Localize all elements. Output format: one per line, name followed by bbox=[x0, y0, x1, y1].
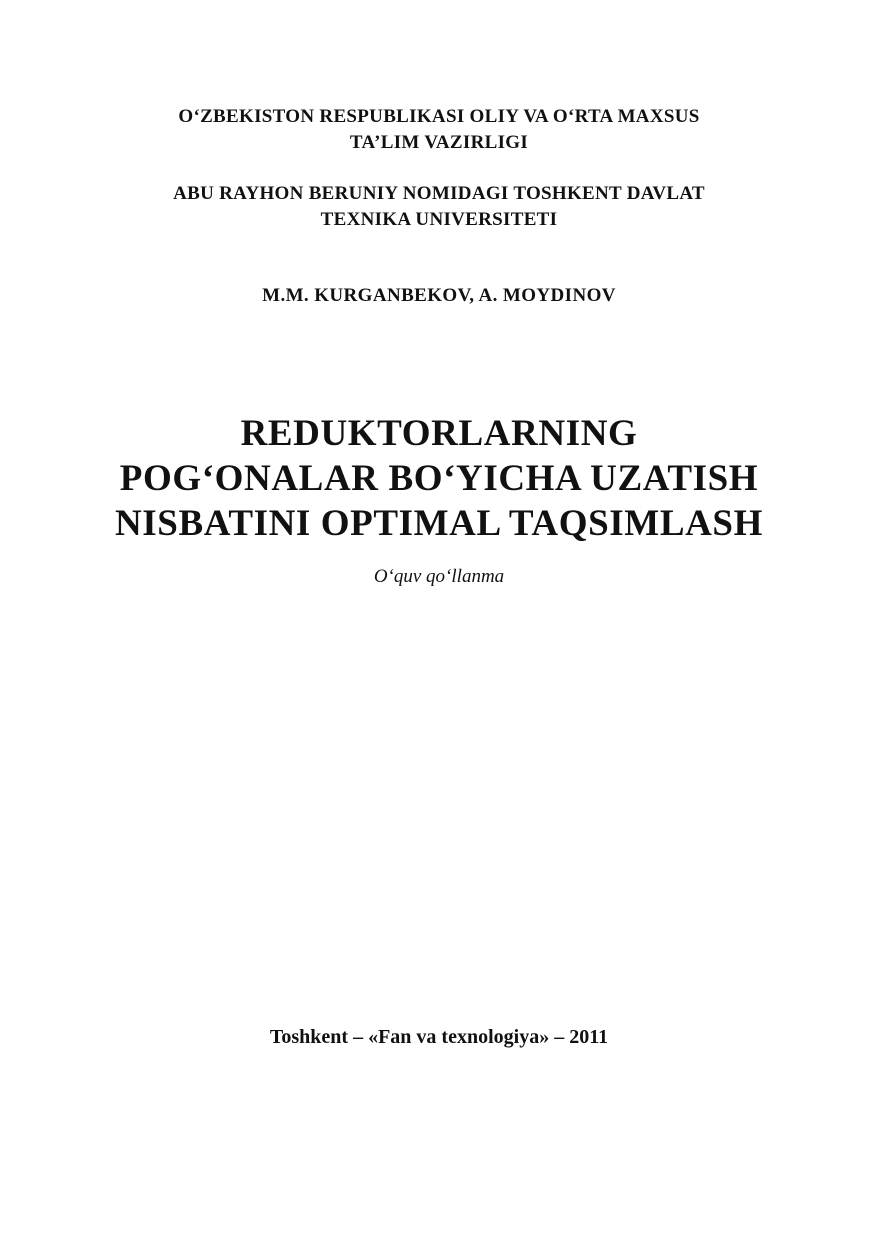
ministry-line-1: O‘ZBEKISTON RESPUBLIKASI OLIY VA O‘RTA MAXSUS bbox=[178, 106, 700, 127]
publisher-imprint: Toshkent – «Fan va texnologiya» – 2011 bbox=[269, 1026, 609, 1048]
book-title-line-1: REDUKTORLARNING bbox=[240, 413, 638, 454]
university-line-1: ABU RAYHON BERUNIY NOMIDAGI TOSHKENT DAVLAT bbox=[173, 183, 705, 204]
book-title-line-3: NISBATINI OPTIMAL TAQSIMLASH bbox=[114, 503, 763, 544]
ministry-line-2: TA’LIM VAZIRLIGI bbox=[349, 132, 529, 153]
authors: M.M. KURGANBEKOV, A. MOYDINOV bbox=[262, 285, 616, 306]
book-subtitle: O‘quv qo‘llanma bbox=[373, 566, 505, 587]
university-line-2: TEXNIKA UNIVERSITETI bbox=[320, 209, 558, 230]
book-title-line-2: POG‘ONALAR BO‘YICHA UZATISH bbox=[119, 458, 759, 499]
